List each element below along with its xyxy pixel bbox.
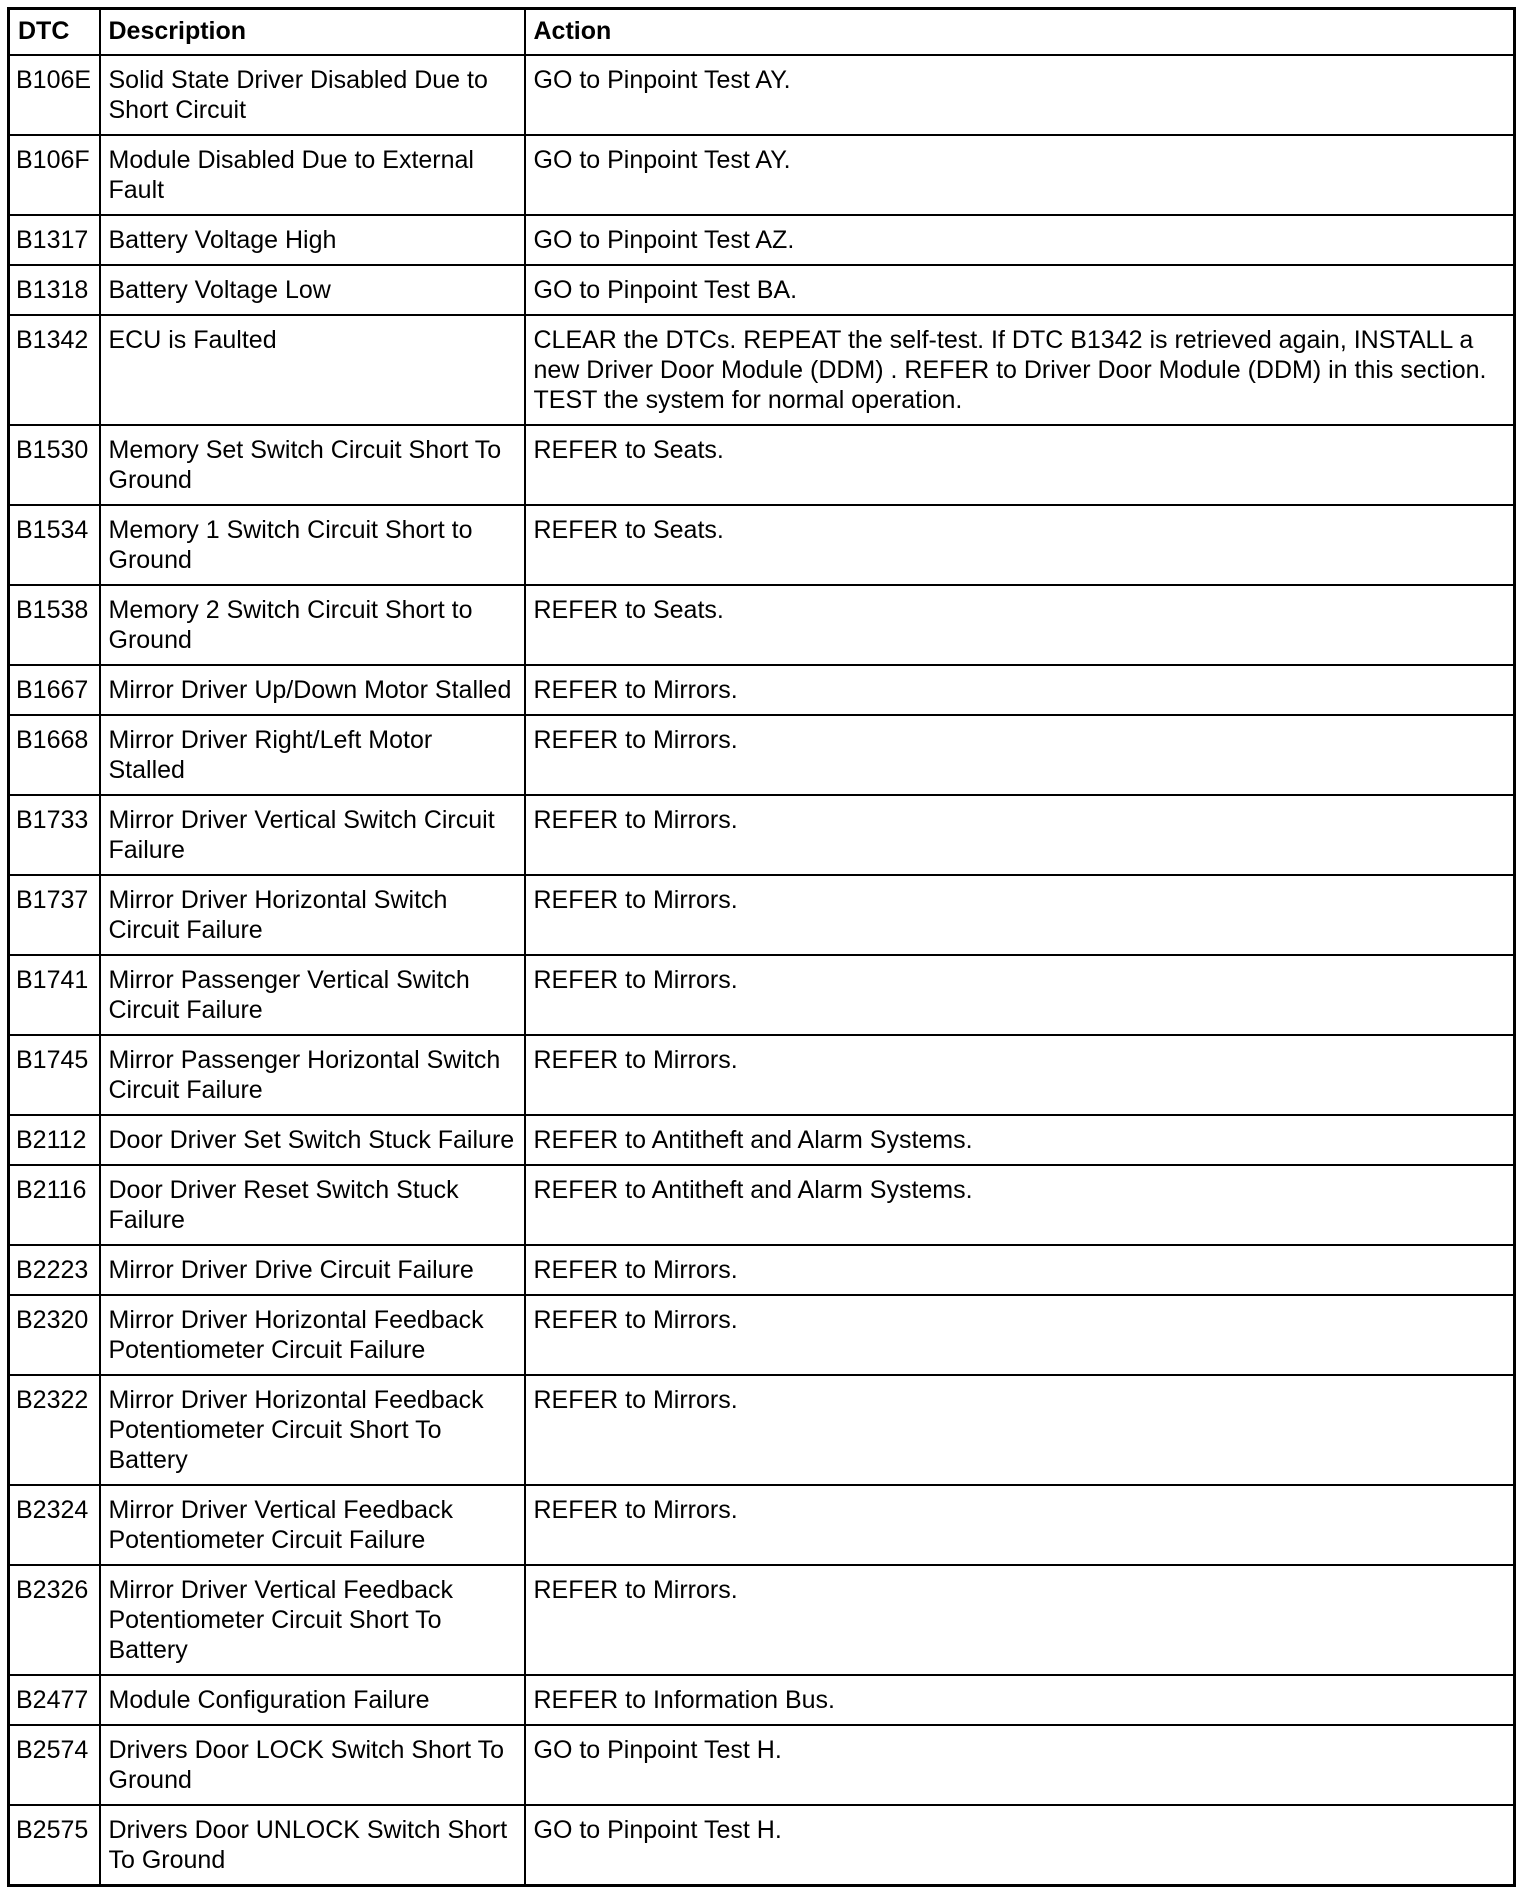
dtc-code-cell: B106F (9, 135, 100, 215)
action-cell: REFER to Antitheft and Alarm Systems. (525, 1115, 1515, 1165)
action-cell: CLEAR the DTCs. REPEAT the self-test. If DTC B1342 is retrieved again, INSTALL a new Driver Door Module (DDM) . REFER to Driver Door Module (DDM) in this section. TEST the system for normal operation. (525, 315, 1515, 425)
action-cell: REFER to Mirrors. (525, 665, 1515, 715)
action-cell: REFER to Antitheft and Alarm Systems. (525, 1165, 1515, 1245)
action-cell: REFER to Seats. (525, 425, 1515, 505)
dtc-code-cell: B1317 (9, 215, 100, 265)
dtc-code-cell: B1667 (9, 665, 100, 715)
dtc-code-cell: B1318 (9, 265, 100, 315)
dtc-code-cell: B2112 (9, 1115, 100, 1165)
description-cell: Mirror Driver Horizontal Switch Circuit Failure (100, 875, 525, 955)
table-row (9, 1725, 1515, 1805)
description-cell: Module Disabled Due to External Fault (100, 135, 525, 215)
table-row (9, 135, 1515, 215)
table-row (9, 425, 1515, 505)
table-row (9, 1245, 1515, 1295)
description-cell: Mirror Driver Horizontal Feedback Potentiometer Circuit Failure (100, 1295, 525, 1375)
table-row (9, 55, 1515, 135)
table-row (9, 1675, 1515, 1725)
dtc-code-cell: B2322 (9, 1375, 100, 1485)
description-cell: Solid State Driver Disabled Due to Short Circuit (100, 55, 525, 135)
dtc-code-cell: B2575 (9, 1805, 100, 1886)
description-cell: Door Driver Reset Switch Stuck Failure (100, 1165, 525, 1245)
action-cell: REFER to Mirrors. (525, 1375, 1515, 1485)
dtc-code-cell: B1534 (9, 505, 100, 585)
action-cell: GO to Pinpoint Test H. (525, 1725, 1515, 1805)
dtc-code-cell: B2326 (9, 1565, 100, 1675)
action-cell: REFER to Mirrors. (525, 1295, 1515, 1375)
description-cell: Memory Set Switch Circuit Short To Ground (100, 425, 525, 505)
description-cell: Module Configuration Failure (100, 1675, 525, 1725)
dtc-code-cell: B1741 (9, 955, 100, 1035)
dtc-code-cell: B2574 (9, 1725, 100, 1805)
table-row (9, 795, 1515, 875)
action-cell: GO to Pinpoint Test H. (525, 1805, 1515, 1886)
description-cell: Mirror Driver Horizontal Feedback Potentiometer Circuit Short To Battery (100, 1375, 525, 1485)
table-row (9, 1035, 1515, 1115)
description-cell: Mirror Driver Right/Left Motor Stalled (100, 715, 525, 795)
action-cell: REFER to Mirrors. (525, 1485, 1515, 1565)
action-cell: REFER to Mirrors. (525, 1035, 1515, 1115)
description-cell: Battery Voltage Low (100, 265, 525, 315)
table-row (9, 1165, 1515, 1245)
action-cell: REFER to Seats. (525, 505, 1515, 585)
header-row (9, 9, 1515, 55)
action-cell: REFER to Mirrors. (525, 715, 1515, 795)
description-cell: Mirror Driver Drive Circuit Failure (100, 1245, 525, 1295)
dtc-code-cell: B2320 (9, 1295, 100, 1375)
description-cell: Memory 2 Switch Circuit Short to Ground (100, 585, 525, 665)
action-cell: GO to Pinpoint Test AY. (525, 135, 1515, 215)
dtc-code-cell: B1745 (9, 1035, 100, 1115)
action-cell: GO to Pinpoint Test AY. (525, 55, 1515, 135)
dtc-code-cell: B1342 (9, 315, 100, 425)
table-row (9, 215, 1515, 265)
description-cell: ECU is Faulted (100, 315, 525, 425)
action-cell: REFER to Mirrors. (525, 1565, 1515, 1675)
action-cell: REFER to Mirrors. (525, 795, 1515, 875)
table-row (9, 875, 1515, 955)
dtc-code-cell: B1733 (9, 795, 100, 875)
dtc-code-cell: B1668 (9, 715, 100, 795)
header-description: Description (100, 9, 525, 55)
description-cell: Mirror Driver Vertical Feedback Potentiometer Circuit Failure (100, 1485, 525, 1565)
table-row (9, 315, 1515, 425)
table-row (9, 1565, 1515, 1675)
action-cell: GO to Pinpoint Test AZ. (525, 215, 1515, 265)
description-cell: Door Driver Set Switch Stuck Failure (100, 1115, 525, 1165)
description-cell: Memory 1 Switch Circuit Short to Ground (100, 505, 525, 585)
dtc-code-cell: B106E (9, 55, 100, 135)
description-cell: Mirror Passenger Vertical Switch Circuit Failure (100, 955, 525, 1035)
table-row (9, 955, 1515, 1035)
description-cell: Drivers Door UNLOCK Switch Short To Ground (100, 1805, 525, 1886)
table-row (9, 665, 1515, 715)
dtc-table (7, 7, 1516, 1887)
header-action: Action (525, 9, 1515, 55)
description-cell: Mirror Driver Vertical Feedback Potentiometer Circuit Short To Battery (100, 1565, 525, 1675)
action-cell: REFER to Mirrors. (525, 875, 1515, 955)
action-cell: GO to Pinpoint Test BA. (525, 265, 1515, 315)
dtc-code-cell: B1530 (9, 425, 100, 505)
description-cell: Battery Voltage High (100, 215, 525, 265)
action-cell: REFER to Information Bus. (525, 1675, 1515, 1725)
table-row (9, 1295, 1515, 1375)
action-cell: REFER to Seats. (525, 585, 1515, 665)
table-row (9, 1115, 1515, 1165)
header-dtc: DTC (9, 9, 100, 55)
description-cell: Mirror Passenger Horizontal Switch Circuit Failure (100, 1035, 525, 1115)
action-cell: REFER to Mirrors. (525, 955, 1515, 1035)
table-row (9, 715, 1515, 795)
dtc-code-cell: B2324 (9, 1485, 100, 1565)
table-row (9, 1485, 1515, 1565)
table-row (9, 1375, 1515, 1485)
dtc-code-cell: B2116 (9, 1165, 100, 1245)
action-cell: REFER to Mirrors. (525, 1245, 1515, 1295)
dtc-code-cell: B2223 (9, 1245, 100, 1295)
table-row (9, 585, 1515, 665)
dtc-code-cell: B2477 (9, 1675, 100, 1725)
table-row (9, 265, 1515, 315)
description-cell: Mirror Driver Up/Down Motor Stalled (100, 665, 525, 715)
table-row (9, 1805, 1515, 1886)
table-row (9, 505, 1515, 585)
dtc-code-cell: B1737 (9, 875, 100, 955)
description-cell: Drivers Door LOCK Switch Short To Ground (100, 1725, 525, 1805)
description-cell: Mirror Driver Vertical Switch Circuit Failure (100, 795, 525, 875)
dtc-code-cell: B1538 (9, 585, 100, 665)
